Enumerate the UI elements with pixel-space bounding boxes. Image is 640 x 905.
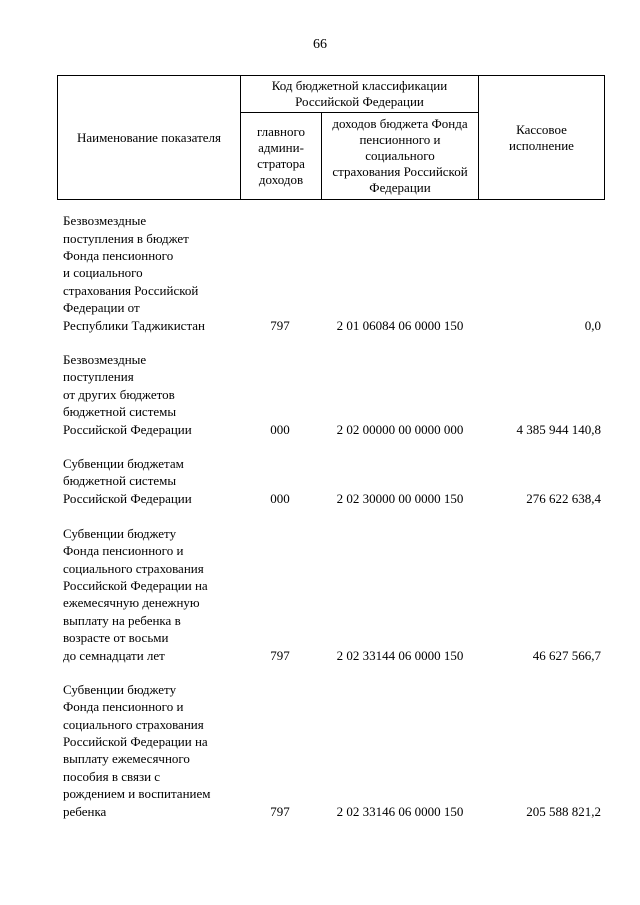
row-indicator-name: [63, 212, 243, 334]
header-indicator-name: [58, 76, 240, 199]
row-admin-code: 000: [270, 490, 290, 506]
row-name-line: страхования Российской: [63, 282, 199, 298]
row-name-line: Российской Федерации на: [63, 733, 208, 749]
row-name-line: социального страхования: [63, 560, 204, 576]
row-admin-code: 000: [270, 421, 290, 437]
row-indicator-name: [63, 681, 243, 820]
row-name-line: Фонда пенсионного: [63, 247, 174, 263]
header-chief-admin: [241, 113, 321, 199]
header-revenue-code: [322, 113, 478, 199]
table-row: [57, 211, 605, 334]
table-row: [57, 524, 605, 664]
row-name-line: Российской Федерации на: [63, 577, 208, 593]
row-amount: 0,0: [584, 317, 601, 333]
row-name-line: Субвенции бюджету: [63, 525, 177, 541]
row-admin-code: 797: [270, 317, 290, 333]
row-name-line: поступления: [63, 369, 134, 385]
row-name-line: бюджетной системы: [63, 473, 177, 489]
row-indicator-name: [63, 455, 243, 507]
row-name-line: от других бюджетов: [63, 386, 175, 402]
row-name-line: Субвенции бюджетам: [63, 455, 184, 471]
row-name-line: Российской Федерации: [63, 490, 192, 506]
row-name-line: рождением и воспитанием: [63, 786, 211, 802]
row-admin-code: 797: [270, 803, 290, 819]
table-header: [57, 75, 605, 200]
table-row: [57, 680, 605, 820]
row-name-line: социального страхования: [63, 716, 204, 732]
row-name-line: Безвозмездные: [63, 351, 147, 367]
row-name-line: Безвозмездные: [63, 213, 147, 229]
row-revenue-code: 2 02 33146 06 0000 150: [336, 803, 464, 819]
row-revenue-code: 2 01 06084 06 0000 150: [336, 317, 464, 333]
header-budget-code-title: [241, 76, 478, 112]
row-name-line: Субвенции бюджету: [63, 681, 177, 697]
row-name-line: Республики Таджикистан: [63, 317, 206, 333]
row-amount: 4 385 944 140,8: [516, 421, 601, 437]
row-name-line: возрасте от восьми: [63, 630, 169, 646]
row-revenue-code: 2 02 33144 06 0000 150: [336, 647, 464, 663]
row-name-line: Фонда пенсионного и: [63, 699, 184, 715]
row-amount: 276 622 638,4: [526, 490, 601, 506]
row-name-line: бюджетной системы: [63, 404, 177, 420]
row-name-line: выплату на ребенка в: [63, 612, 181, 628]
page-number: 66: [313, 37, 327, 52]
row-name-line: поступления в бюджет: [63, 230, 189, 246]
header-revenue-code-text: доходов бюджета Фонда пенсионного и социального страхования Российской Федерации: [332, 116, 468, 195]
row-amount: 46 627 566,7: [532, 647, 601, 663]
row-admin-code: 797: [270, 647, 290, 663]
row-name-line: Российской Федерации: [63, 421, 192, 437]
row-revenue-code: 2 02 30000 00 0000 150: [336, 490, 464, 506]
row-name-line: и социального: [63, 265, 143, 281]
header-cash-execution: [479, 76, 604, 199]
row-revenue-code: 2 02 00000 00 0000 000: [336, 421, 464, 437]
row-indicator-name: [63, 351, 243, 438]
row-name-line: Фонда пенсионного и: [63, 543, 184, 559]
header-cash-execution-text: Кассовое исполнение: [509, 121, 574, 153]
row-indicator-name: [63, 525, 243, 664]
row-name-line: ежемесячную денежную: [63, 595, 200, 611]
header-indicator-name-text: Наименование показателя: [76, 129, 222, 145]
row-name-line: ребенка: [63, 803, 107, 819]
row-name-line: до семнадцати лет: [63, 647, 165, 663]
row-name-line: пособия в связи с: [63, 768, 161, 784]
row-name-line: выплату ежемесячного: [63, 751, 190, 767]
row-name-line: Федерации от: [63, 300, 140, 316]
header-budget-code-title-text: Код бюджетной классификации Российской Федерации: [271, 78, 448, 109]
table-row: [57, 350, 605, 438]
header-chief-admin-text: главного админи-стратора доходов: [256, 124, 306, 187]
row-amount: 205 588 821,2: [526, 803, 601, 819]
table-row: [57, 455, 605, 507]
